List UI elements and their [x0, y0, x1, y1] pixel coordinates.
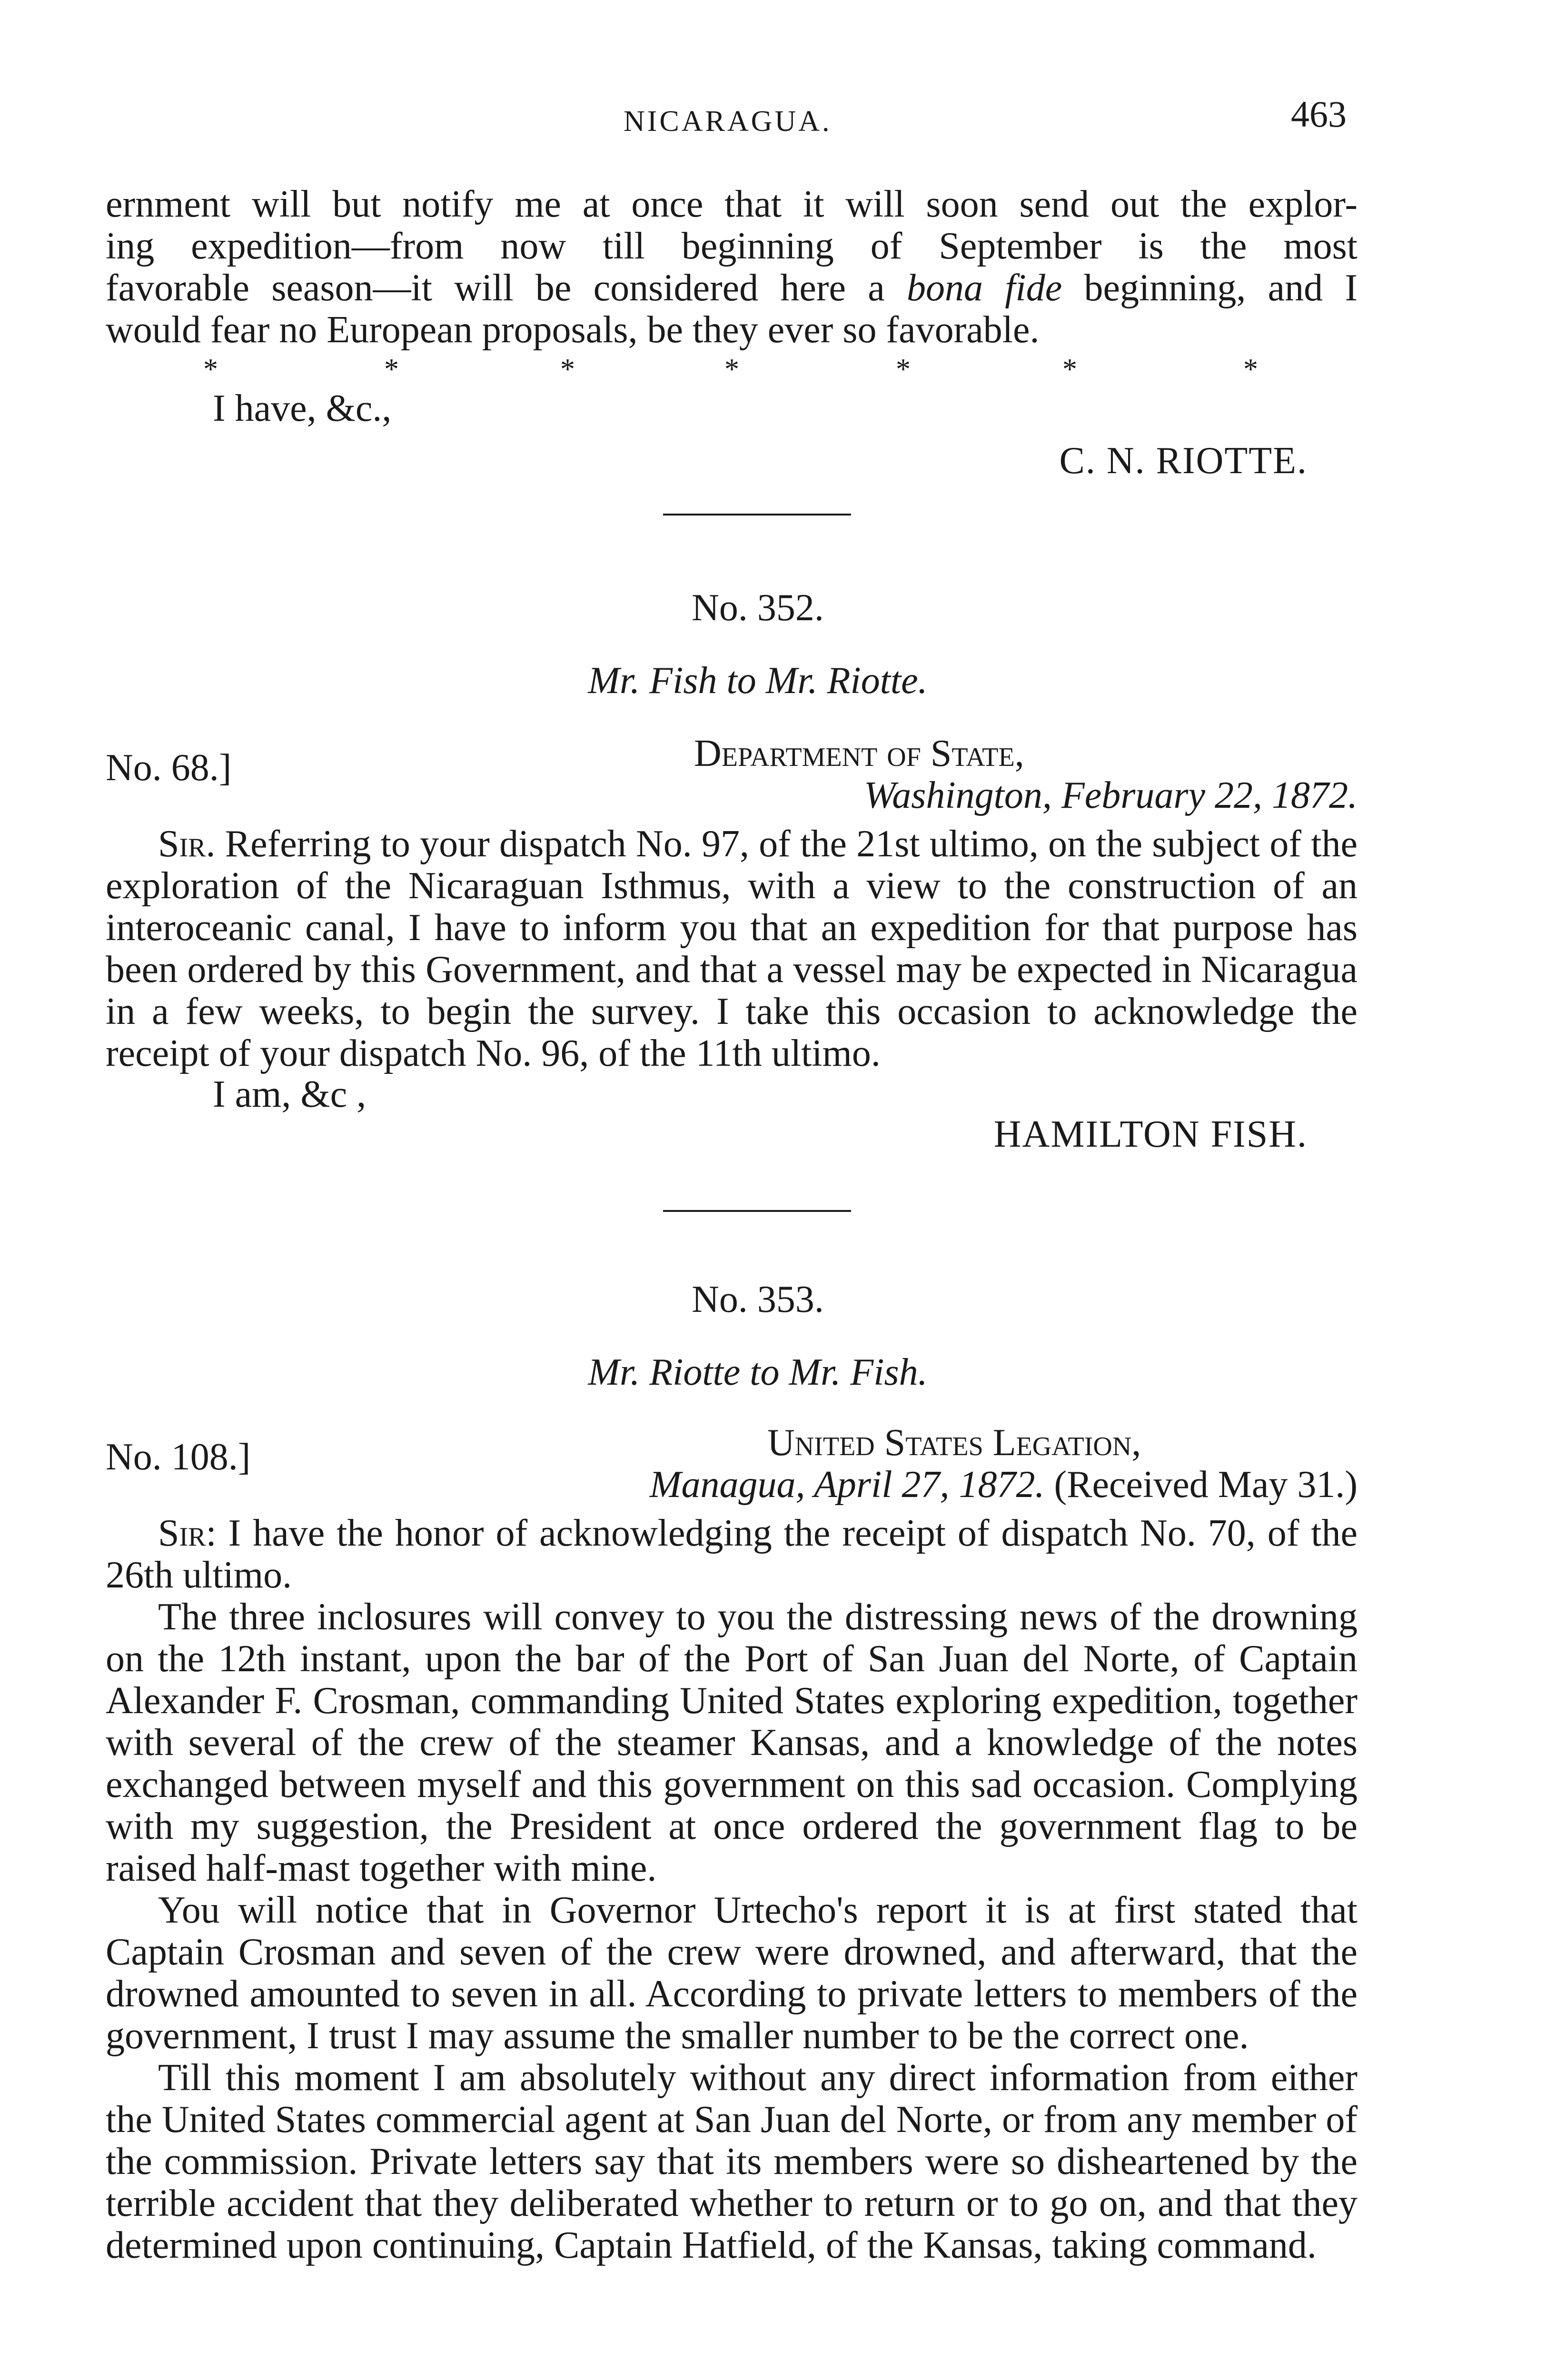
ellipsis-stars: [106, 351, 1358, 385]
text-span: beginning, and I: [1062, 267, 1358, 309]
paragraph-text: . Referring to your dispatch No. 97, of the 21st ultimo, on the subject of the exploration of the Nicaraguan Isthmus, with a view to the construction of an interoceanic canal, I have to inform you that an expedition for that purpose has been ordered by this Government, and that a vessel may be expected in Nicaragua in a few weeks, to begin the survey. I take this occasion to acknowledge the receipt of your dispatch No. 96, of the 11th ultimo.: [106, 823, 1358, 1074]
continuation-line-4: would fear no European proposals, be they ever so favorable.: [106, 309, 1040, 351]
star: *: [384, 353, 399, 386]
closing-phrase: I have, &c.,: [213, 387, 392, 429]
place-date: Managua, April 27, 1872.: [649, 1464, 1045, 1506]
page-body: [106, 183, 1358, 2266]
place-date-line: [650, 1464, 1358, 1506]
salutation: Sir: [158, 1512, 206, 1554]
signature: C. N. RIOTTE.: [1059, 440, 1308, 482]
page-header: [0, 93, 1546, 145]
star: *: [560, 353, 575, 386]
continuation-line-3: [106, 267, 1358, 309]
place-date: Washington, February 22, 1872.: [863, 774, 1358, 816]
star: *: [896, 353, 911, 386]
department-name: Department of State,: [694, 733, 1024, 774]
page-number: 463: [1291, 93, 1347, 135]
body-paragraph: [106, 1512, 1358, 1596]
continuation-line-2: ing expedition—from now till beginning of September is the most: [106, 225, 1358, 267]
star: *: [1243, 353, 1258, 386]
dispatch-number: No. 68.]: [106, 747, 232, 789]
star: *: [1062, 353, 1077, 386]
text-span: favorable season—it will be considered here a: [106, 267, 907, 309]
running-title: NICARAGUA.: [624, 105, 832, 138]
paragraph-text: : I have the honor of acknowledging the receipt of dispatch No. 70, of the 26th ultimo.: [106, 1512, 1358, 1596]
closing-block: [106, 385, 1358, 480]
dateline-block: [106, 1422, 1358, 1512]
document-number: No. 353.: [692, 1279, 824, 1320]
legation-name: United States Legation,: [767, 1422, 1141, 1464]
document-title: Mr. Riotte to Mr. Fish.: [588, 1351, 928, 1393]
body-paragraph: [106, 823, 1358, 1074]
star: *: [724, 353, 739, 386]
body-paragraph: Till this moment I am absolutely without any direct information from either the United States commercial agent at San Juan del Norte, or from any member of the commission. Private letters say that its members were so disheartened by the terrible accident that they deliberated whether to return or to go on, and that they determined upon continuing, Captain Hatfield, of the Kansas, taking command.: [106, 2057, 1358, 2266]
continuation-line-1: ernment will but notify me at once that it will soon send out the explor-: [106, 183, 1358, 225]
italic-phrase: bona fide: [907, 267, 1062, 309]
body-paragraph: The three inclosures will convey to you the distressing news of the drowning on the 12th instant, upon the bar of the Port of San Juan del Norte, of Captain Alexander F. Crosman, commanding United States exploring expedition, together with several of the crew of the steamer Kansas, and a knowledge of the notes exchanged between myself and this government on this sad occasion. Complying with my suggestion, the President at once ordered the government flag to be raised half-mast together with mine.: [106, 1596, 1358, 1889]
dispatch-number: No. 108.]: [106, 1436, 251, 1478]
signature: HAMILTON FISH.: [993, 1113, 1308, 1155]
dateline-block: [106, 733, 1358, 823]
received-date: (Received May 31.): [1054, 1464, 1358, 1506]
star: *: [203, 353, 218, 386]
closing-phrase: I am, &c ,: [213, 1073, 367, 1115]
document-title: Mr. Fish to Mr. Riotte.: [588, 660, 928, 702]
section-divider: [663, 514, 851, 516]
body-paragraph: You will notice that in Governor Urtecho's report it is at first stated that Captain Crosman and seven of the crew were drowned, and afterward, that the drowned amounted to seven in all. According to private letters to members of the government, I trust I may assume the smaller number to be the correct one.: [106, 1889, 1358, 2057]
document-number: No. 352.: [692, 587, 824, 629]
closing-block: [106, 1073, 1358, 1155]
section-divider: [663, 1210, 851, 1212]
salutation: Sir: [158, 823, 206, 865]
